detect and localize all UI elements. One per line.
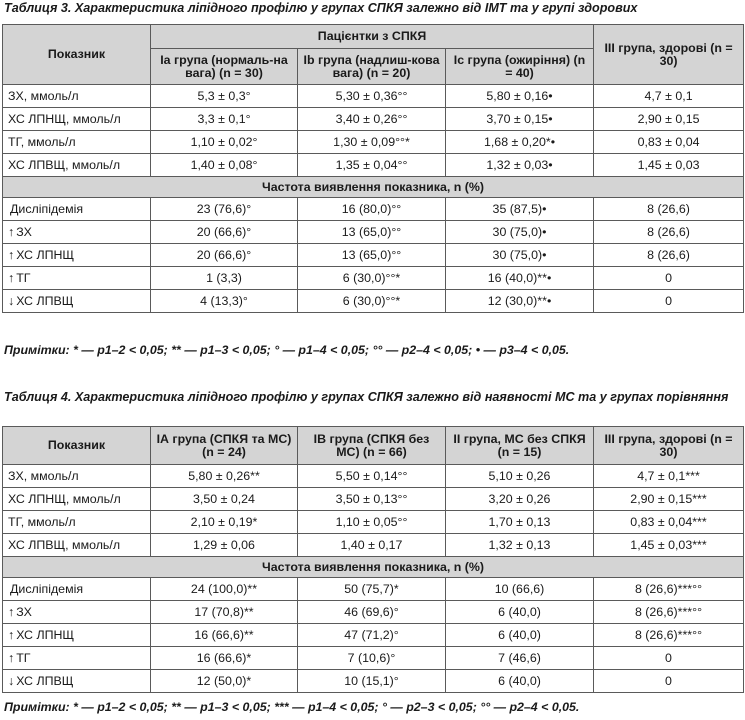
table-cell: 0,83 ± 0,04 bbox=[594, 131, 744, 154]
table-cell: 0,83 ± 0,04*** bbox=[594, 511, 744, 534]
table-cell: 5,50 ± 0,14°° bbox=[298, 465, 446, 488]
arrow-up-icon: ↑ bbox=[8, 248, 15, 262]
table-cell: 5,10 ± 0,26 bbox=[446, 465, 594, 488]
table-row bbox=[3, 244, 744, 267]
table-cell: 1,35 ± 0,04°° bbox=[298, 154, 446, 177]
table-cell: 16 (40,0)**• bbox=[446, 267, 594, 290]
table-cell: 8 (26,6)***°° bbox=[594, 578, 744, 601]
row-label-text: ЗХ bbox=[16, 225, 32, 239]
row-label bbox=[3, 85, 151, 108]
table-cell: 1,30 ± 0,09°°* bbox=[298, 131, 446, 154]
table-cell: 5,80 ± 0,26** bbox=[151, 465, 298, 488]
table-cell: 1,32 ± 0,03• bbox=[446, 154, 594, 177]
row-label bbox=[3, 267, 151, 290]
row-label-text: ХС ЛПНЩ bbox=[16, 628, 75, 642]
arrow-up-icon: ↑ bbox=[8, 605, 15, 619]
table-cell: 8 (26,6)***°° bbox=[594, 624, 744, 647]
table-cell: 5,30 ± 0,36°° bbox=[298, 85, 446, 108]
table4-header-col3: ІІ група, МС без СПКЯ (n = 15) bbox=[446, 427, 594, 465]
row-label bbox=[3, 511, 151, 534]
table3-header-indicator: Показник bbox=[3, 25, 151, 85]
table-cell: 2,90 ± 0,15*** bbox=[594, 488, 744, 511]
row-label bbox=[3, 624, 151, 647]
table-cell: 10 (15,1)° bbox=[298, 670, 446, 693]
row-label-text: ХС ЛПВЩ bbox=[16, 674, 74, 688]
row-label-text: Дисліпідемія bbox=[10, 582, 84, 596]
table-cell: 2,90 ± 0,15 bbox=[594, 108, 744, 131]
table4-section-title: Частота виявлення показника, n (%) bbox=[3, 557, 744, 578]
row-label-text: ТГ bbox=[16, 651, 31, 665]
table-cell: 1,45 ± 0,03 bbox=[594, 154, 744, 177]
table-cell: 1,29 ± 0,06 bbox=[151, 534, 298, 557]
arrow-down-icon: ↓ bbox=[8, 294, 15, 308]
table-cell: 46 (69,6)° bbox=[298, 601, 446, 624]
arrow-up-icon: ↑ bbox=[8, 651, 15, 665]
row-label bbox=[3, 131, 151, 154]
table-cell: 4,7 ± 0,1*** bbox=[594, 465, 744, 488]
table3 bbox=[2, 24, 744, 313]
table-cell: 12 (30,0)**• bbox=[446, 290, 594, 313]
row-label-text: ХС ЛПНЩ, ммоль/л bbox=[8, 112, 121, 126]
table-cell: 4 (13,3)° bbox=[151, 290, 298, 313]
table3-notes: Примітки: * — p1–2 < 0,05; ** — p1–3 < 0,05; ° — p1–4 < 0,05; °° — p2–4 < 0,05; • — p3–4 < 0,05. bbox=[4, 343, 570, 357]
table-cell: 12 (50,0)* bbox=[151, 670, 298, 693]
table-cell: 2,10 ± 0,19* bbox=[151, 511, 298, 534]
row-label-text: ХС ЛПВЩ, ммоль/л bbox=[8, 158, 121, 172]
table-cell: 1,70 ± 0,13 bbox=[446, 511, 594, 534]
row-label bbox=[3, 601, 151, 624]
table4-header-col2: ІВ група (СПКЯ без МС) (n = 66) bbox=[298, 427, 446, 465]
table-cell: 1,40 ± 0,17 bbox=[298, 534, 446, 557]
table-row bbox=[3, 108, 744, 131]
table-row bbox=[3, 647, 744, 670]
row-label bbox=[3, 488, 151, 511]
table-cell: 7 (10,6)° bbox=[298, 647, 446, 670]
row-label-text: ХС ЛПВЩ, ммоль/л bbox=[8, 538, 121, 552]
row-label-text: ТГ bbox=[16, 271, 31, 285]
table-cell: 6 (30,0)°°* bbox=[298, 267, 446, 290]
row-label bbox=[3, 154, 151, 177]
table-cell: 20 (66,6)° bbox=[151, 221, 298, 244]
row-label-text: ТГ, ммоль/л bbox=[8, 135, 76, 149]
row-label bbox=[3, 244, 151, 267]
table4 bbox=[2, 426, 744, 693]
table-cell: 6 (40,0) bbox=[446, 670, 594, 693]
table-cell: 17 (70,8)** bbox=[151, 601, 298, 624]
table4-header-indicator: Показник bbox=[3, 427, 151, 465]
arrow-up-icon: ↑ bbox=[8, 225, 15, 239]
table-row bbox=[3, 511, 744, 534]
row-label bbox=[3, 290, 151, 313]
table-cell: 3,3 ± 0,1° bbox=[151, 108, 298, 131]
table-cell: 6 (40,0) bbox=[446, 601, 594, 624]
table4-header-col4: ІІІ група, здорові (n = 30) bbox=[594, 427, 744, 465]
table4-notes: Примітки: * — p1–2 < 0,05; ** — p1–3 < 0,05; *** — p1–4 < 0,05; ° — p2–3 < 0,05; °° — p2–4 < 0,05. bbox=[4, 700, 580, 714]
table-cell: 1,32 ± 0,13 bbox=[446, 534, 594, 557]
table-row bbox=[3, 601, 744, 624]
row-label bbox=[3, 534, 151, 557]
table-row bbox=[3, 534, 744, 557]
arrow-up-icon: ↑ bbox=[8, 271, 15, 285]
table-cell: 8 (26,6) bbox=[594, 244, 744, 267]
table3-header-col4: ІІІ група, здорові (n = 30) bbox=[594, 25, 744, 85]
table-cell: 1,45 ± 0,03*** bbox=[594, 534, 744, 557]
table-cell: 3,40 ± 0,26°° bbox=[298, 108, 446, 131]
table-cell: 30 (75,0)• bbox=[446, 221, 594, 244]
table-cell: 16 (80,0)°° bbox=[298, 198, 446, 221]
row-label bbox=[3, 670, 151, 693]
table-cell: 6 (30,0)°°* bbox=[298, 290, 446, 313]
arrow-up-icon: ↑ bbox=[8, 628, 15, 642]
table-row bbox=[3, 131, 744, 154]
arrow-down-icon: ↓ bbox=[8, 674, 15, 688]
table-cell: 0 bbox=[594, 647, 744, 670]
table-cell: 6 (40,0) bbox=[446, 624, 594, 647]
table-cell: 3,50 ± 0,24 bbox=[151, 488, 298, 511]
row-label-text: ЗХ bbox=[16, 605, 32, 619]
row-label bbox=[3, 578, 151, 601]
table-row bbox=[3, 198, 744, 221]
table-cell: 8 (26,6)***°° bbox=[594, 601, 744, 624]
table-cell: 5,80 ± 0,16• bbox=[446, 85, 594, 108]
table-cell: 16 (66,6)** bbox=[151, 624, 298, 647]
table-cell: 16 (66,6)* bbox=[151, 647, 298, 670]
table3-section-title: Частота виявлення показника, n (%) bbox=[3, 177, 744, 198]
table-cell: 1,10 ± 0,02° bbox=[151, 131, 298, 154]
table-cell: 7 (46,6) bbox=[446, 647, 594, 670]
table-cell: 8 (26,6) bbox=[594, 221, 744, 244]
table-cell: 20 (66,6)° bbox=[151, 244, 298, 267]
table-cell: 8 (26,6) bbox=[594, 198, 744, 221]
table-cell: 5,3 ± 0,3° bbox=[151, 85, 298, 108]
table-cell: 10 (66,6) bbox=[446, 578, 594, 601]
table-cell: 1,10 ± 0,05°° bbox=[298, 511, 446, 534]
table-cell: 1,68 ± 0,20*• bbox=[446, 131, 594, 154]
table-row bbox=[3, 221, 744, 244]
table3-header-col3: Іс група (ожиріння) (n = 40) bbox=[446, 49, 594, 85]
table-cell: 30 (75,0)• bbox=[446, 244, 594, 267]
table-cell: 23 (76,6)° bbox=[151, 198, 298, 221]
row-label bbox=[3, 108, 151, 131]
table-cell: 3,50 ± 0,13°° bbox=[298, 488, 446, 511]
table-cell: 3,20 ± 0,26 bbox=[446, 488, 594, 511]
row-label-text: ХС ЛПНЩ bbox=[16, 248, 75, 262]
table3-header-patients: Пацієнтки з СПКЯ bbox=[151, 25, 594, 49]
table-row bbox=[3, 154, 744, 177]
row-label bbox=[3, 465, 151, 488]
table-cell: 24 (100,0)** bbox=[151, 578, 298, 601]
row-label-text: ЗХ, ммоль/л bbox=[8, 89, 79, 103]
table-row bbox=[3, 267, 744, 290]
table-cell: 35 (87,5)• bbox=[446, 198, 594, 221]
row-label-text: ХС ЛПВЩ bbox=[16, 294, 74, 308]
row-label bbox=[3, 221, 151, 244]
table3-header-col1: Іа група (нормаль-на вага) (n = 30) bbox=[151, 49, 298, 85]
table-cell: 0 bbox=[594, 670, 744, 693]
table-cell: 13 (65,0)°° bbox=[298, 244, 446, 267]
table-row bbox=[3, 578, 744, 601]
row-label-text: ЗХ, ммоль/л bbox=[8, 469, 79, 483]
row-label bbox=[3, 647, 151, 670]
table-row bbox=[3, 465, 744, 488]
table-cell: 4,7 ± 0,1 bbox=[594, 85, 744, 108]
table3-caption: Таблиця 3. Характеристика ліпідного профілю у групах СПКЯ залежно від ІМТ та у групі здорових bbox=[4, 1, 638, 15]
table-cell: 0 bbox=[594, 290, 744, 313]
table-row bbox=[3, 290, 744, 313]
table-cell: 0 bbox=[594, 267, 744, 290]
table-row bbox=[3, 488, 744, 511]
table4-header-col1: ІА група (СПКЯ та МС) (n = 24) bbox=[151, 427, 298, 465]
table-cell: 1 (3,3) bbox=[151, 267, 298, 290]
table3-header-col2: Ib група (надлиш-кова вага) (n = 20) bbox=[298, 49, 446, 85]
table-cell: 3,70 ± 0,15• bbox=[446, 108, 594, 131]
table-row bbox=[3, 670, 744, 693]
table-row bbox=[3, 624, 744, 647]
table-cell: 1,40 ± 0,08° bbox=[151, 154, 298, 177]
table-cell: 50 (75,7)* bbox=[298, 578, 446, 601]
table-row bbox=[3, 85, 744, 108]
row-label-text: Дисліпідемія bbox=[10, 202, 84, 216]
table-cell: 13 (65,0)°° bbox=[298, 221, 446, 244]
row-label bbox=[3, 198, 151, 221]
table4-caption: Таблиця 4. Характеристика ліпідного профілю у групах СПКЯ залежно від наявності МС та у групах порівняння bbox=[4, 390, 729, 404]
row-label-text: ХС ЛПНЩ, ммоль/л bbox=[8, 492, 121, 506]
row-label-text: ТГ, ммоль/л bbox=[8, 515, 76, 529]
table-cell: 47 (71,2)° bbox=[298, 624, 446, 647]
